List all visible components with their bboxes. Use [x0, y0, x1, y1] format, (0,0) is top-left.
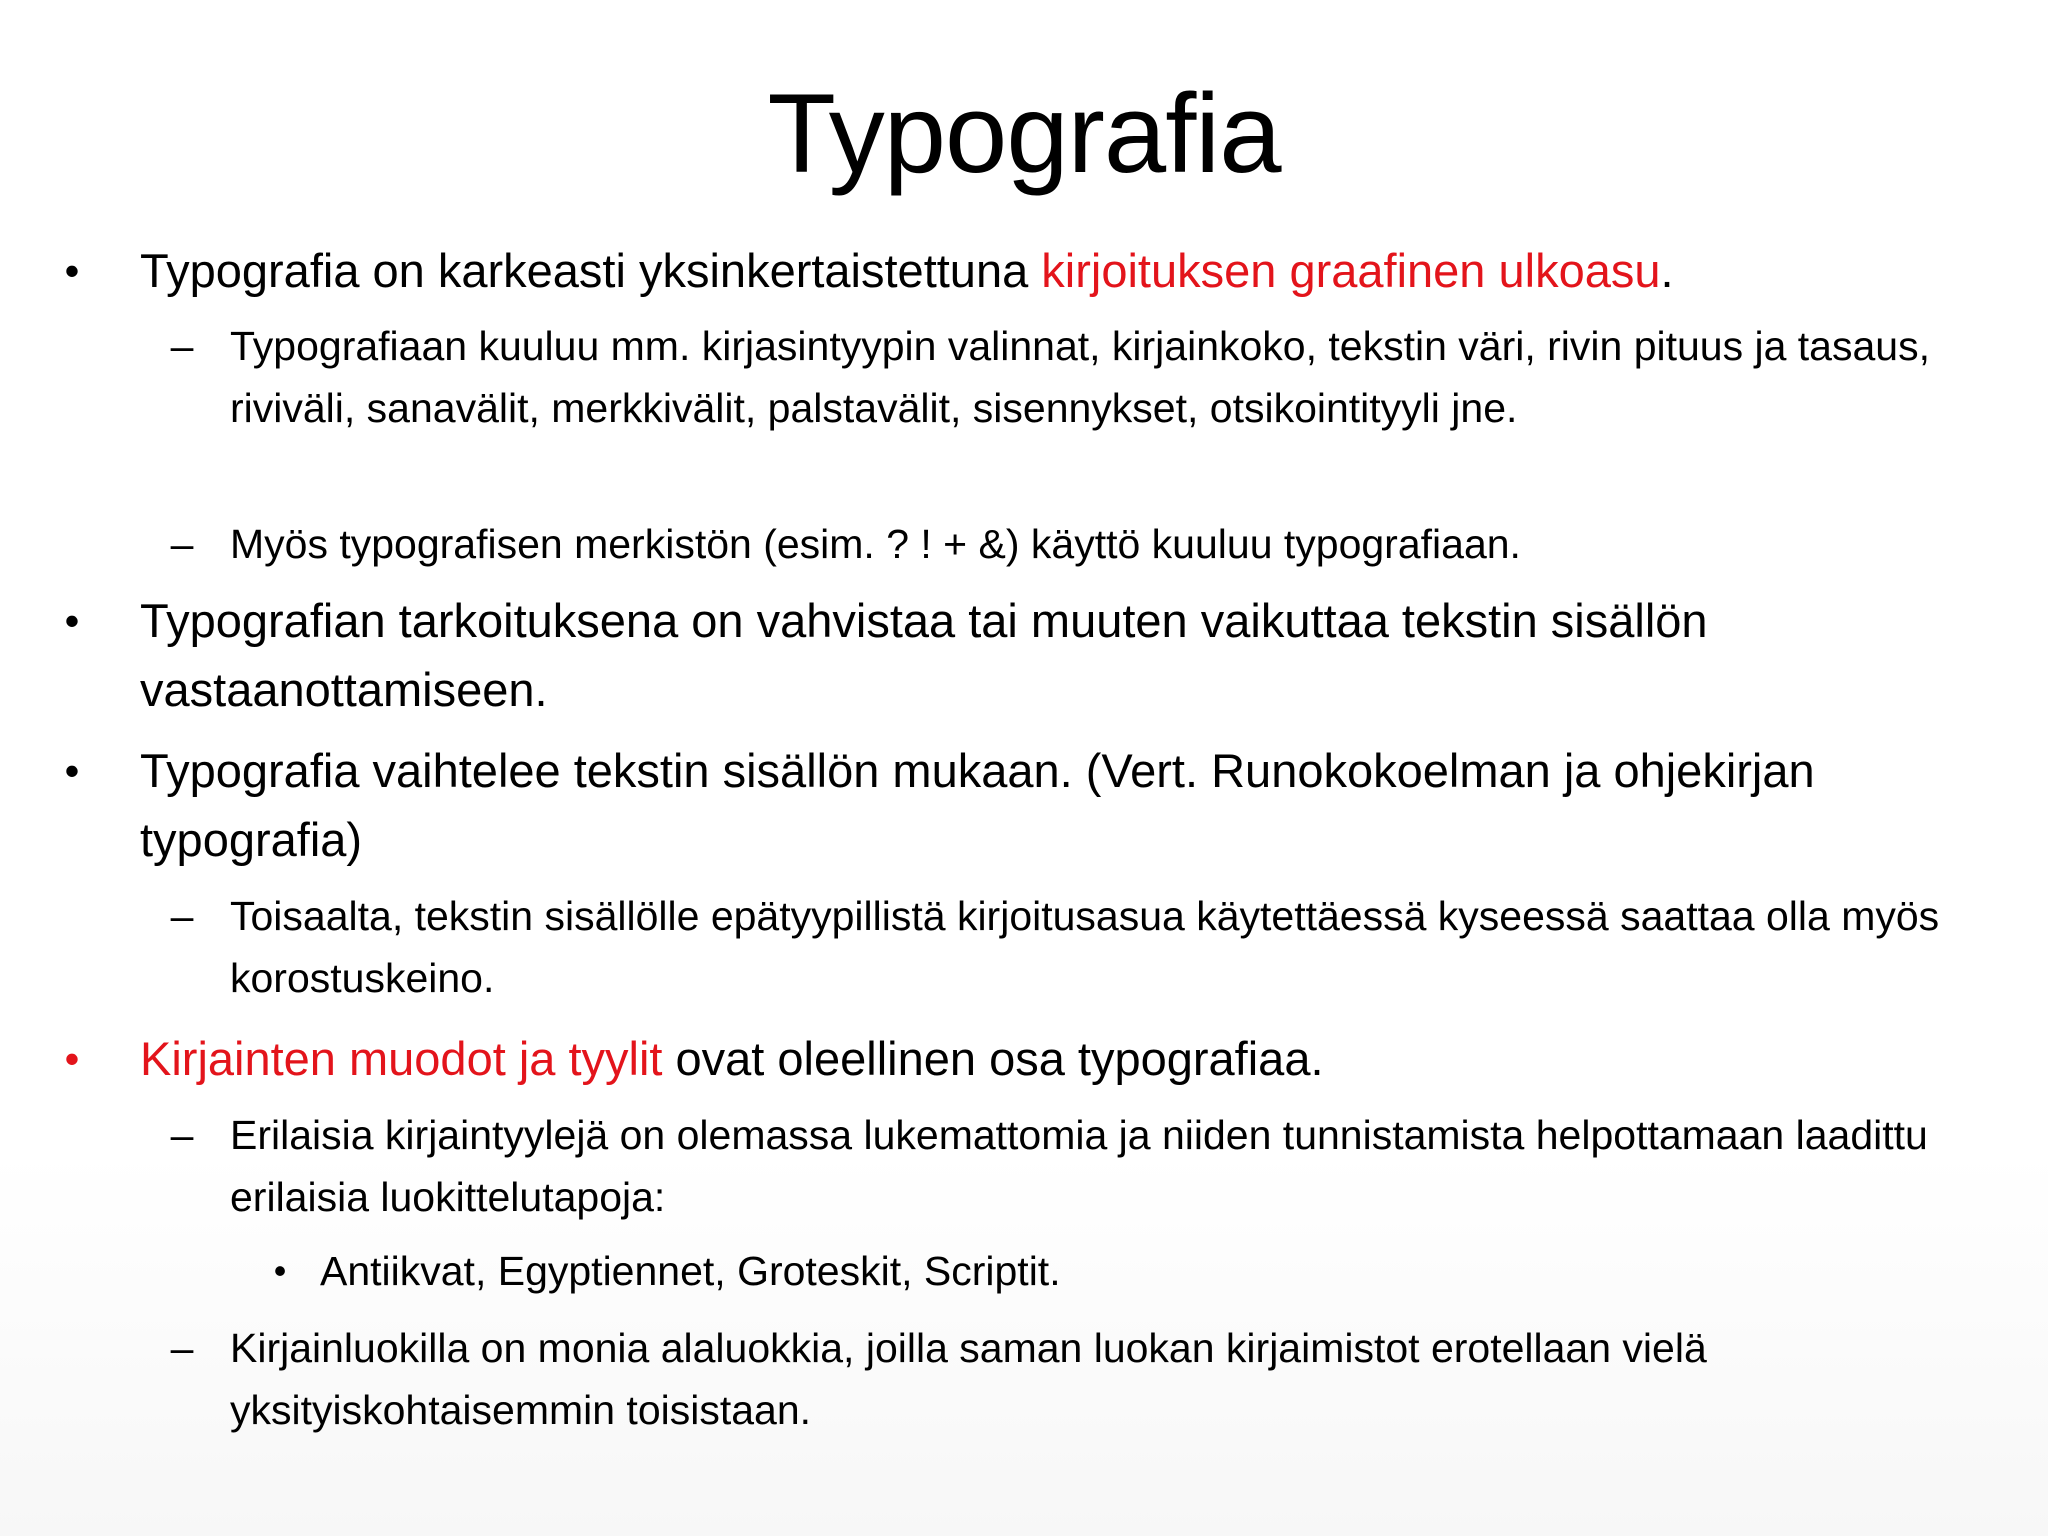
bullet-dot-icon: •: [64, 1035, 80, 1082]
item-text: Typografiaan kuuluu mm. kirjasintyypin valinnat, kirjainkoko, tekstin väri, rivin pituus ja tasaus, riviväli, sanavälit, merkkivälit, palstavälit, sisennykset, otsikointityyli jne.: [230, 323, 1930, 431]
bullet-dot-icon: •: [273, 1250, 287, 1291]
dash-icon: –: [170, 893, 194, 939]
dash-icon: –: [170, 1112, 194, 1158]
item-text: Typografia on karkeasti yksinkertaistettuna: [140, 244, 1042, 297]
subitem-typography-contents: [170, 315, 2010, 439]
item-text-tail: .: [1660, 244, 1674, 297]
bullet-item-typography-definition: [64, 236, 2000, 305]
slide-title: Typografia: [767, 71, 1281, 196]
bullet-item-typography-varies: [64, 736, 2000, 874]
dash-icon: –: [170, 1325, 194, 1371]
bullet-item-letter-shapes: [64, 1024, 2000, 1093]
bullet-dot-icon: •: [64, 747, 80, 794]
subsubitem-font-classes: [273, 1240, 2010, 1302]
subitem-letter-styles: [170, 1104, 2010, 1228]
item-highlight: Kirjainten muodot ja tyylit: [140, 1032, 663, 1085]
item-text: Myös typografisen merkistön (esim. ? ! + &) käyttö kuuluu typografiaan.: [230, 521, 1521, 567]
bullet-item-typography-purpose: [64, 586, 2000, 724]
dash-icon: –: [170, 521, 194, 567]
subitem-typographic-characters: [170, 513, 2010, 575]
item-text: Erilaisia kirjaintyylejä on olemassa lukemattomia ja niiden tunnistamista helpottamaan laadittu erilaisia luokittelutapoja:: [230, 1112, 1928, 1220]
item-text: Kirjainluokilla on monia alaluokkia, joilla saman luokan kirjaimistot erotellaan vielä yksityiskohtaisemmin toisistaan.: [230, 1325, 1707, 1433]
item-text-tail: ovat oleellinen osa typografiaa.: [662, 1032, 1324, 1085]
item-text: Toisaalta, tekstin sisällölle epätyypillistä kirjoitusasua käytettäessä kyseessä saattaa olla myös korostuskeino.: [230, 893, 1940, 1001]
item-text: Typografia vaihtelee tekstin sisällön mukaan. (Vert. Runokokoelman ja ohjekirjan typografia): [140, 744, 1815, 866]
bullet-dot-icon: •: [64, 597, 80, 644]
item-highlight: kirjoituksen graafinen ulkoasu: [1041, 244, 1661, 297]
item-text: Antiikvat, Egyptiennet, Groteskit, Scriptit.: [320, 1248, 1061, 1294]
dash-icon: –: [170, 323, 194, 369]
item-text: Typografian tarkoituksena on vahvistaa tai muuten vaikuttaa tekstin sisällön vastaanottamiseen.: [140, 594, 1708, 716]
subitem-subclasses: [170, 1317, 2010, 1441]
bullet-dot-icon: •: [64, 247, 80, 294]
subitem-emphasis-means: [170, 885, 2010, 1009]
